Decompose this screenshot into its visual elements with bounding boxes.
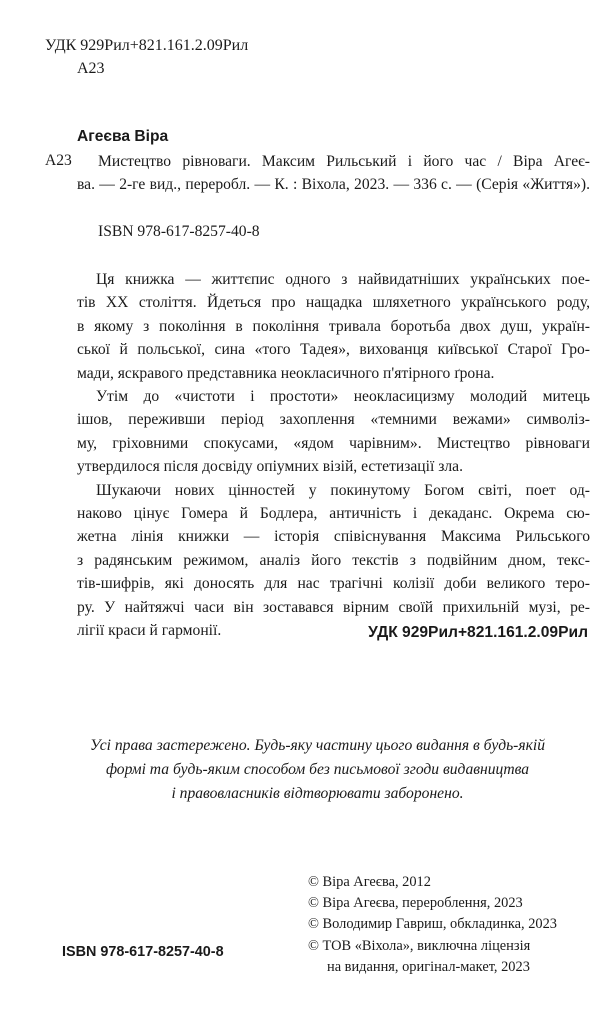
text-line: ру. У найтяжчі часи він зоставався вірним своїй прихильній музі, ре-	[77, 598, 590, 616]
text-line: і правовласників відтворювати заборонено.	[171, 785, 464, 802]
rights-notice	[45, 734, 590, 806]
bibliographic-line-1: Мистецтво рівноваги. Максим Рильський і його час / Віра Агеє-	[98, 153, 590, 170]
annotation-paragraph-2	[77, 385, 590, 479]
text-line: ської й польської, сина «того Тадея», вихованця київської Старої Гро-	[77, 341, 590, 359]
udk-header: УДК 929Рил+821.161.2.09Рил	[45, 37, 249, 54]
copyright-block	[308, 872, 557, 978]
text-line: з радянським режимом, аналіз його текстів з подвійним дном, текс-	[77, 551, 590, 569]
author-name: Агеєва Віра	[77, 128, 169, 145]
isbn-bibliographic: ISBN 978-617-8257-40-8	[98, 223, 260, 240]
text-line: лігії краси й гармонії.	[77, 622, 222, 640]
text-line: ішов, переживши період захоплення «темними вежами» символіз-	[77, 411, 590, 429]
udk-bold: УДК 929Рил+821.161.2.09Рил	[368, 624, 588, 641]
text-line: в якому з покоління в покоління тривала боротьба двох душ, україн-	[77, 317, 590, 335]
text-line: © Віра Агеєва, 2012	[308, 874, 431, 890]
text-line: тів XX століття. Йдеться про нащадка шляхетного українського роду,	[77, 294, 590, 312]
text-line: © ТОВ «Віхола», виключна ліцензія	[308, 937, 531, 954]
text-line: наково цінує Гомера й Бодлера, античність і декаданс. Окрема сю-	[77, 505, 590, 523]
class-code-header: А23	[77, 60, 105, 77]
annotation	[77, 268, 590, 643]
text-line: Шукаючи нових цінностей у покинутому Богом світі, поет од-	[96, 481, 590, 499]
isbn-footer: ISBN 978-617-8257-40-8	[62, 944, 224, 960]
text-line: Усі права застережено. Будь-яку частину цього видання в будь-якій	[89, 737, 546, 754]
annotation-paragraph-3	[77, 479, 590, 643]
text-line: Ця книжка — життєпис одного з найвидатніших українських пое-	[96, 271, 590, 288]
text-line: на видання, оригінал-макет, 2023	[327, 958, 530, 975]
class-code: А23	[45, 152, 72, 169]
text-line: © Віра Агеєва, перероблення, 2023	[308, 895, 523, 912]
text-line: му, гріховними спокусами, «ядом чарівним». Мистецтво рівноваги	[77, 434, 590, 452]
annotation-paragraph-1	[77, 268, 590, 385]
text-line: тів-шифрів, які доносять для нас трагічні колізії доби великого теро-	[77, 575, 590, 593]
text-line: мади, яскравого представника неокласичного п'ятірного ґрона.	[77, 364, 495, 382]
text-line: утвердилося після досвіду опіумних візій, естетизації зла.	[77, 458, 463, 476]
text-line: жетна лінія книжки — історія співіснування Максима Рильського	[77, 528, 590, 546]
bibliographic-line-2: ва. — 2-ге вид., переробл. — К. : Віхола, 2023. — 336 с. — (Серія «Життя»).	[77, 176, 590, 193]
text-line: формі та будь-яким способом без письмової згоди видавництва	[105, 761, 530, 778]
text-line: © Володимир Гавриш, обкладинка, 2023	[308, 916, 557, 933]
text-line: Утім до «чистоти і простоти» неокласицизму молодий митець	[96, 388, 590, 406]
